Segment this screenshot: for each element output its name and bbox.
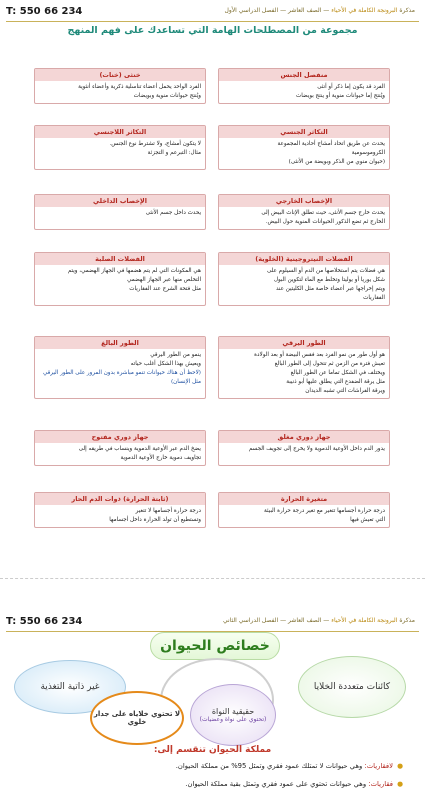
page-separator xyxy=(0,578,425,579)
comparison-row xyxy=(34,252,390,306)
term-box-right xyxy=(218,125,390,170)
term-heading: الطور البالغ xyxy=(35,337,205,349)
definition-line: يحدث خارج جسم الأنثى، حيث تطلق الإناث البيض إلى xyxy=(261,210,385,216)
comparison-row xyxy=(34,68,390,104)
definition-line: تعيش فترة من الزمن ثم تتحول إلى الطور البالغ xyxy=(274,361,385,367)
definition-line: درجة حرارة أجسامها لا تتغير xyxy=(135,508,201,514)
header-subtitle xyxy=(225,7,416,14)
comparison-row xyxy=(34,492,390,528)
term-definition xyxy=(219,81,389,103)
definition-line: يحدث عن طريق اتحاد أمشاج أحادية المجموعة xyxy=(277,141,385,147)
term-definition xyxy=(219,443,389,456)
term-heading: الإخصاب الخارجي xyxy=(219,195,389,207)
term-box-right xyxy=(218,252,390,306)
list-item-key: لافقاريات: xyxy=(364,762,394,770)
term-box-left xyxy=(34,336,206,399)
subtitle-prefix: مذكرة xyxy=(399,617,415,624)
term-definition xyxy=(35,265,205,296)
definition-line: درجة حرارة أجسامها تتغير مع تغير درجة حرارة البيئة xyxy=(263,508,385,514)
definition-line: لا يتكون أمشاج، ولا تشترط نوع الجنس. xyxy=(109,141,201,147)
list-item-text: وهي حيوانات لا تمتلك عمود فقري وتمثل 95% من مملكة الحيوان. xyxy=(175,762,363,770)
eukaryote-note: (تحتوي على نواة وعضيات) xyxy=(199,716,267,723)
term-box-right xyxy=(218,336,390,399)
term-heading: الطور اليرقي xyxy=(219,337,389,349)
eukaryote-label: حقيقية النواة xyxy=(211,707,255,716)
definition-line: ويختلف في الشكل تماما عن الطور البالغ xyxy=(290,370,385,376)
definition-line: (حيوان منوي من الذكر وبويضة من الأنثى) xyxy=(288,159,385,165)
subtitle-accent: البرونجة الكاملة في الأحياء xyxy=(331,617,398,624)
bullet-icon: ● xyxy=(397,762,403,770)
heterotroph-bubble: غير ذاتية التغذية xyxy=(14,660,126,714)
term-heading: التكاثر الجنسي xyxy=(219,126,389,138)
definition-line: الكروموسومية xyxy=(351,150,385,156)
term-heading: الفضلات الصلبة xyxy=(35,253,205,265)
section-title: خصائص الحيوان xyxy=(150,632,280,660)
term-heading: الإخصاب الداخلي xyxy=(35,195,205,207)
no-cell-wall-bubble: لا تحتوي خلاياه على جدار خلوي xyxy=(90,691,184,745)
term-definition xyxy=(219,505,389,527)
multicellular-bubble: كائنات متعددة الخلايا xyxy=(298,656,406,718)
definition-line: تجاويف دموية خارج الأوعية الدموية xyxy=(120,455,201,461)
header-divider xyxy=(6,21,419,22)
subtitle-prefix: مذكرة xyxy=(399,7,415,14)
definition-line: يدور الدم داخل الأوعية الدموية ولا يخرج إلى تجويف الجسم xyxy=(248,446,385,452)
term-heading: (ثابتة الحرارة) ذوات الدم الحار xyxy=(35,493,205,505)
definition-line: ويعيش بهذا الشكل أغلب حياته xyxy=(130,361,201,367)
term-heading: جهاز دوري مفتوح xyxy=(35,431,205,443)
term-heading: متغيرة الحرارة xyxy=(219,493,389,505)
subtitle-rest: — الصف العاشر — الفصل الدراسي الثاني xyxy=(223,617,330,624)
definition-line: ويرقة الفراشات التي تشبه الديدان xyxy=(305,388,385,394)
term-box-right xyxy=(218,492,390,528)
page-two xyxy=(0,600,425,800)
definition-line: الفرد قد يكون إما ذكر أو أنثى xyxy=(317,84,385,90)
definition-line: ويُنتج حيوانات منوية وبويضات xyxy=(133,93,201,99)
list-item-vertebrates xyxy=(12,780,403,788)
term-heading: خنثى (خنات) xyxy=(35,69,205,81)
subtitle-accent: البرونجة الكاملة في الأحياء xyxy=(331,7,398,14)
term-heading: التكاثر اللاجنسي xyxy=(35,126,205,138)
term-definition xyxy=(35,81,205,103)
list-item-key: فقاريات: xyxy=(368,780,394,788)
term-definition xyxy=(35,505,205,527)
term-box-left xyxy=(34,430,206,466)
list-item-text: وهي حيوانات تحتوي على عمود فقري وتمثل بقية مملكة الحيوان. xyxy=(185,780,367,788)
definition-line: الخارج ثم تضع الذكور الحيوانات المنوية حول البيض. xyxy=(265,219,385,225)
definition-line: شكل يوريا أو يوليتا وتخلط مع الماء لتكوين البول xyxy=(273,277,385,283)
term-definition xyxy=(35,207,205,220)
page-header xyxy=(0,616,425,630)
definition-line: التي تعيش فيها xyxy=(350,517,385,523)
phone-number: T: 550 66 234 xyxy=(6,616,83,627)
term-definition xyxy=(35,349,205,389)
definition-line: ويتم إخراجها عبر أعضاء خاصة مثل الكليتين عند xyxy=(275,286,385,292)
term-heading: الفضلات النيتروجينية (الخلوية) xyxy=(219,253,389,265)
definition-line: مثل يرقة الضفدع التي يطلق عليها أبو ذنيبة xyxy=(286,379,385,385)
comparison-row xyxy=(34,125,390,170)
comparison-row xyxy=(34,336,390,399)
kingdom-heading: مملكة الحيوان تنقسم إلى: xyxy=(153,745,272,755)
subtitle-rest: — الصف العاشر — الفصل الدراسي الأول xyxy=(224,7,330,14)
term-box-right xyxy=(218,68,390,104)
definition-note: (لاحظ أن هناك حيوانات تنمو مباشرة بدون المرور على الطور اليرقي مثل الإنسان) xyxy=(42,370,201,385)
definition-line: التخلص منها عبر الجهاز الهضمي xyxy=(127,277,201,283)
definition-line: يحدث داخل جسم الأنثى xyxy=(145,210,201,216)
comparison-row xyxy=(34,430,390,466)
definition-line: ويُنتج إما حيوانات منوية أو ينتج بويضات xyxy=(295,93,385,99)
eukaryote-bubble xyxy=(190,684,276,746)
definition-line: وتستطيع أن تولد الحرارة داخل أجسامها xyxy=(109,517,201,523)
definition-line: الفقاريات xyxy=(363,295,385,301)
comparison-row xyxy=(34,194,390,230)
term-box-left xyxy=(34,68,206,104)
definition-line: ينمو من الطور اليرقي xyxy=(150,352,201,358)
definition-line: يضخ الدم عبر الأوعية الدموية وينساب في طريقه إلى xyxy=(78,446,201,452)
page-title: مجموعة من المصطلحات الهامة التي تساعدك على فهم المنهج xyxy=(67,25,358,36)
term-heading: منفصل الجنس xyxy=(219,69,389,81)
page-header xyxy=(0,6,425,20)
definition-line: الفرد الواحد يحمل أعضاء تناسلية ذكرية وأعضاء أنثوية xyxy=(78,84,201,90)
term-definition xyxy=(35,443,205,465)
definition-line: هي فضلات يتم استخلاصها من الدم أو السيلوم على xyxy=(266,268,385,274)
term-definition xyxy=(219,207,389,229)
term-box-left xyxy=(34,492,206,528)
term-definition xyxy=(219,265,389,305)
header-subtitle xyxy=(223,617,415,624)
term-definition xyxy=(35,138,205,160)
term-heading: جهاز دوري مغلق xyxy=(219,431,389,443)
term-definition xyxy=(219,349,389,398)
term-box-left xyxy=(34,252,206,306)
definition-line: هو أول طور من نمو الفرد بعد فقس البيضة أو بعد الولادة xyxy=(254,352,385,358)
term-definition xyxy=(219,138,389,169)
term-box-left xyxy=(34,194,206,230)
phone-number: T: 550 66 234 xyxy=(6,6,83,17)
term-box-right xyxy=(218,430,390,466)
bullet-icon: ● xyxy=(397,780,403,788)
definition-line: مثل فتحة الشرج عند الفقاريات xyxy=(129,286,201,292)
term-box-left xyxy=(34,125,206,170)
term-box-right xyxy=(218,194,390,230)
list-item-invertebrates xyxy=(12,762,403,770)
definition-line: هي المكونات التي لم يتم هضمها في الجهاز الهضمي، ويتم xyxy=(67,268,201,274)
definition-line: مثال: التبرعم و التجزئة xyxy=(147,150,201,156)
